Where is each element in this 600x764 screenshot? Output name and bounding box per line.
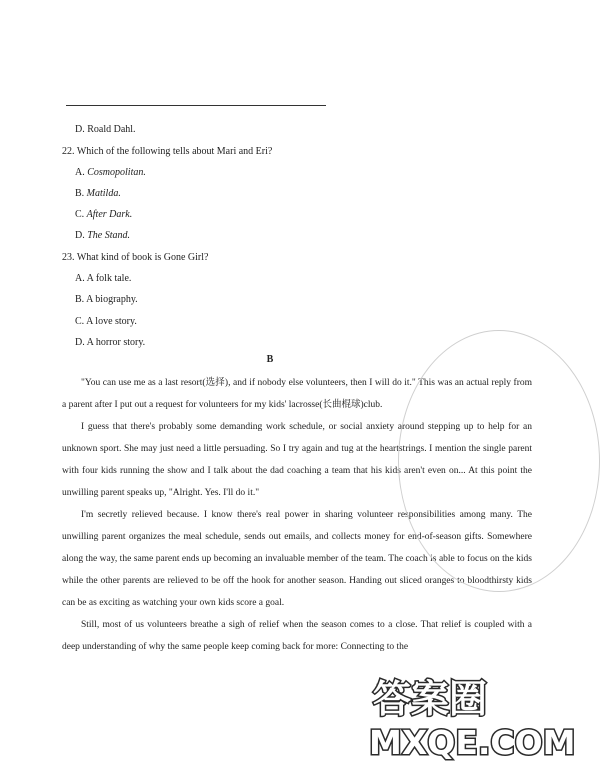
option-letter: C.	[75, 209, 85, 220]
question-22: 22. Which of the following tells about Mari and Eri?	[62, 146, 273, 157]
horizontal-rule	[66, 105, 326, 106]
option-letter: A.	[75, 167, 85, 178]
passage-paragraph: Still, most of us volunteers breathe a sigh of relief when the season comes to a close. That relief is coupled with a deep understanding of why the same people keep coming back for more: Connecting to the	[62, 620, 532, 652]
passage-paragraph: I'm secretly relieved because. I know there's real power in sharing volunteer responsibilities among many. The unwilling parent organizes the meal schedule, sends out emails, and collects money for end-of-season gifts. Somewhere along the way, the same parent ends up becoming an invaluable member of the team. The coach is able to focus on the kids while the other parents are relieved to be off the hook for another season. Handing out sliced oranges to bloodthirsty kids can be as exciting as watching your own kids score a goal.	[62, 510, 532, 608]
q22-option-a	[75, 166, 146, 179]
logo-chinese-text: 答案圈	[373, 677, 488, 721]
option-text: After Dark.	[86, 209, 133, 220]
q23-option-a: A. A folk tale.	[75, 273, 132, 284]
mxqe-logo	[365, 668, 576, 762]
reading-passage	[62, 372, 532, 658]
option-letter: B.	[75, 188, 85, 199]
q23-option-c: C. A love story.	[75, 316, 137, 327]
question-23: 23. What kind of book is Gone Girl?	[62, 252, 209, 263]
q22-option-c	[75, 208, 132, 221]
option-text: Cosmopolitan.	[87, 167, 146, 178]
logo-domain-text: MXQE.COM	[369, 723, 576, 762]
section-heading: B	[266, 354, 274, 365]
passage-paragraph: I guess that there's probably some demanding work schedule, or social anxiety around stepping up to help for an unknown sport. She may just need a little persuading. So I try again and tug at the heartstrings. I mention the single parent with four kids running the show and I talk about the dad coaching a team that his kids aren't even on... At this point the unwilling parent speaks up, "Alright. Yes. I'll do it."	[62, 422, 532, 498]
option-letter: D.	[75, 230, 85, 241]
option-d-roald-dahl: D. Roald Dahl.	[75, 124, 136, 135]
q23-option-d: D. A horror story.	[75, 337, 146, 348]
option-text: The Stand.	[87, 230, 131, 241]
option-text: Matilda.	[86, 188, 121, 199]
q23-option-b: B. A biography.	[75, 294, 138, 305]
q22-option-b	[75, 187, 121, 200]
passage-paragraph: "You can use me as a last resort(选择), and if nobody else volunteers, then I will do it." This was an actual reply from a parent after I put out a request for volunteers for my kids' lacrosse(长曲棍球)club.	[62, 378, 532, 410]
q22-option-d	[75, 229, 130, 242]
